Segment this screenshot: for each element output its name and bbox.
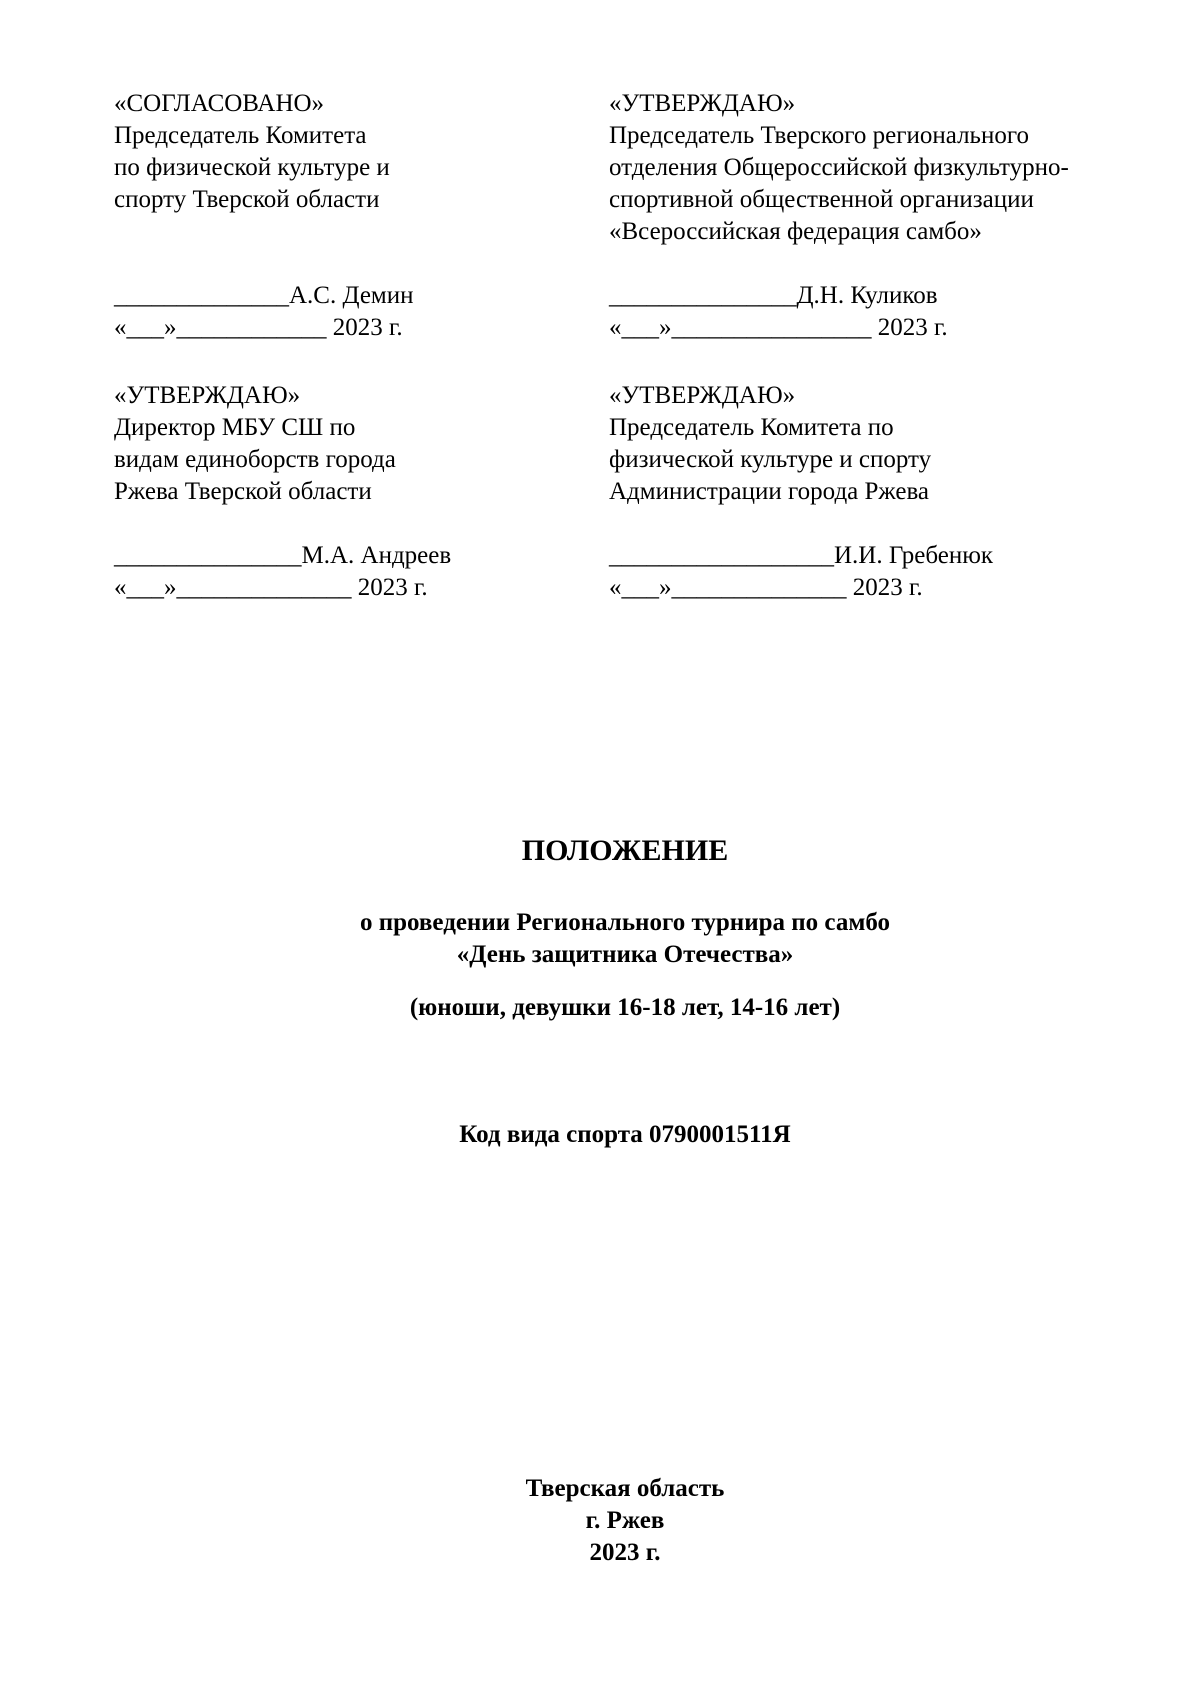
date-line: «___»______________ 2023 г. <box>114 574 428 601</box>
date-line: «___»______________ 2023 г. <box>609 574 923 601</box>
approval-position-line: «Всероссийская федерация самбо» <box>609 218 982 245</box>
approval-block-school <box>114 380 451 604</box>
approval-position-line: видам единоборств города <box>114 446 396 473</box>
approval-heading: «УТВЕРЖДАЮ» <box>114 382 301 409</box>
approval-heading: «СОГЛАСОВАНО» <box>114 90 325 117</box>
approval-position-line: физической культуре и спорту <box>609 446 932 473</box>
signature-line: __________________И.И. Гребенюк <box>609 542 994 569</box>
approval-position-line: Председатель Комитета по <box>609 414 894 441</box>
footer-city: г. Ржев <box>585 1507 665 1534</box>
date-line: «___»____________ 2023 г. <box>114 314 403 341</box>
sport-code: Код вида спорта 0790001511Я <box>459 1121 791 1148</box>
approval-block-committee <box>609 380 993 604</box>
approval-position-line: по физической культуре и <box>114 154 390 181</box>
approval-heading: «УТВЕРЖДАЮ» <box>609 90 796 117</box>
approval-position-line: Директор МБУ СШ по <box>114 414 356 441</box>
signature-line: _______________М.А. Андреев <box>114 542 452 569</box>
document-subtitle: о проведении Регионального турнира по самбо <box>359 909 891 936</box>
footer-region: Тверская область <box>525 1475 725 1502</box>
approval-position-line: Председатель Тверского регионального <box>609 122 1029 149</box>
footer-year: 2023 г. <box>589 1539 661 1566</box>
approval-position-line: Председатель Комитета <box>114 122 367 149</box>
approval-position-line: Администрации города Ржева <box>609 478 930 505</box>
signature-line: ______________А.С. Демин <box>114 282 414 309</box>
document-subtitle-ages: (юноши, девушки 16-18 лет, 14-16 лет) <box>409 994 841 1021</box>
approval-block-federation <box>609 88 1069 344</box>
date-line: «___»________________ 2023 г. <box>609 314 948 341</box>
approval-position-line: отделения Общероссийской физкультурно- <box>609 154 1069 181</box>
approval-position-line: спортивной общественной организации <box>609 186 1034 213</box>
approval-position-line: Ржева Тверской области <box>114 478 372 505</box>
document-subtitle: «День защитника Отечества» <box>456 941 794 968</box>
approval-position-line: спорту Тверской области <box>114 186 380 213</box>
document-title: ПОЛОЖЕНИЕ <box>521 834 729 867</box>
signature-line: _______________Д.Н. Куликов <box>609 282 938 309</box>
approval-heading: «УТВЕРЖДАЮ» <box>609 382 796 409</box>
approval-block-agreed <box>114 88 414 344</box>
